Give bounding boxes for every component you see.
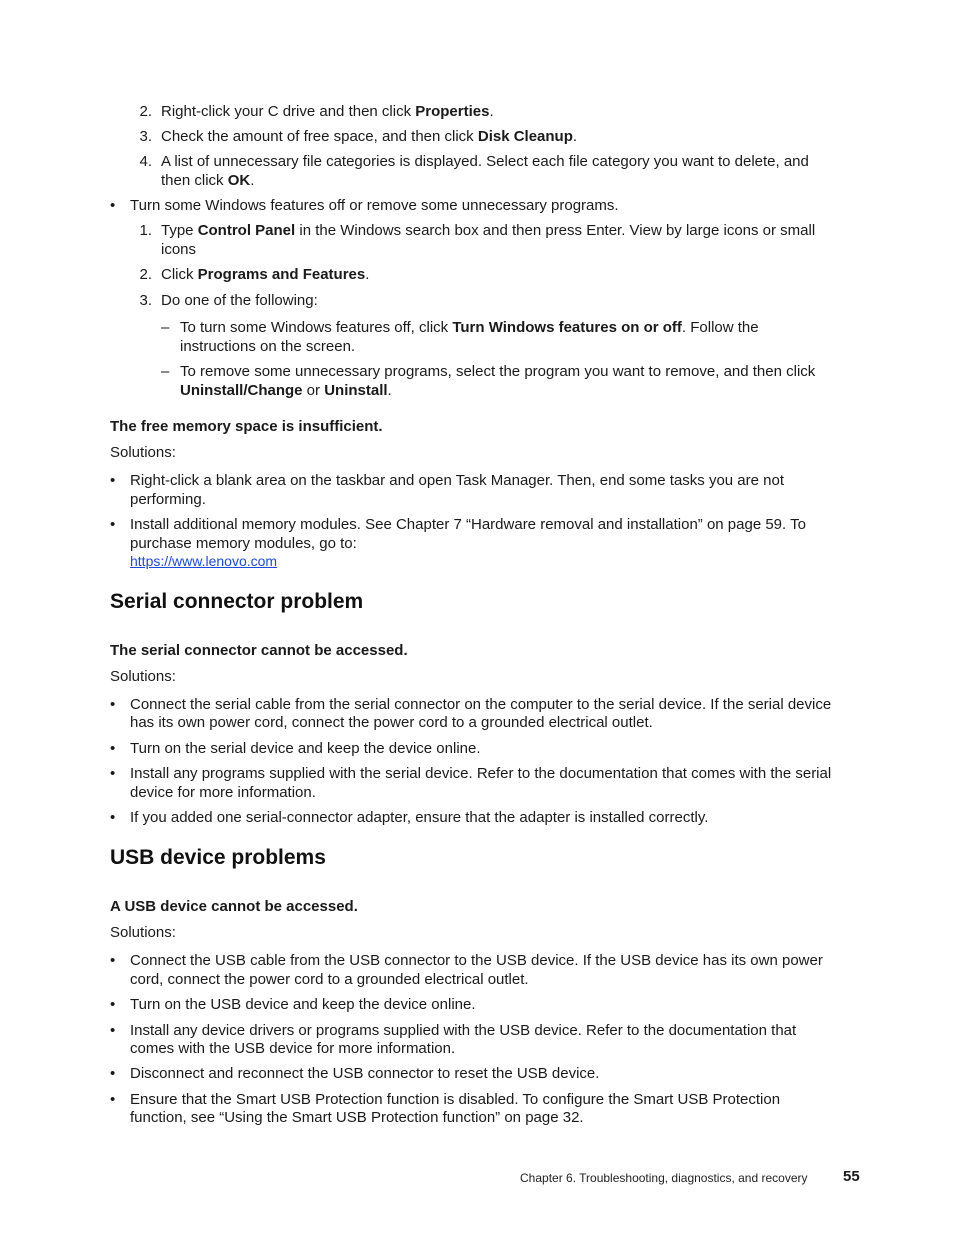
bullet-text: Turn on the serial device and keep the device online.	[130, 740, 481, 757]
step-number: 2.	[139, 103, 152, 120]
bullet-icon: •	[110, 740, 116, 757]
step-number: 4.	[139, 153, 152, 170]
step-text-cont: icons	[161, 241, 197, 258]
solutions-label: Solutions:	[110, 924, 176, 941]
bullet-text-cont: purchase memory modules, go to:	[130, 535, 357, 552]
bullet-icon: •	[110, 197, 116, 214]
bullet-text: Install additional memory modules. See Chapter 7 “Hardware removal and installation” on page 59. To	[130, 516, 806, 533]
step-number: 1.	[139, 222, 152, 239]
step-number: 2.	[139, 266, 152, 283]
bullet-icon: •	[110, 1091, 116, 1108]
bullet-text-cont: comes with the USB device for more information.	[130, 1040, 456, 1057]
bullet-icon: •	[110, 472, 116, 489]
bullet-text: Turn on the USB device and keep the device online.	[130, 996, 476, 1013]
section-title-serial: Serial connector problem	[110, 590, 364, 613]
bullet-icon: •	[110, 765, 116, 782]
bullet-icon: •	[110, 516, 116, 533]
dash-icon: –	[161, 363, 170, 380]
bullet-text-cont: cord, connect the power cord to a grounded electrical outlet.	[130, 971, 529, 988]
bullet-text-cont: has its own power cord, connect the power cord to a grounded electrical outlet.	[130, 714, 653, 731]
page-number: 55	[843, 1168, 860, 1185]
bullet-text: Install any device drivers or programs supplied with the USB device. Refer to the documentation that	[130, 1022, 797, 1039]
solutions-label: Solutions:	[110, 444, 176, 461]
bullet-icon: •	[110, 1022, 116, 1039]
problem-heading: The serial connector cannot be accessed.	[110, 642, 408, 659]
footer-chapter: Chapter 6. Troubleshooting, diagnostics, and recovery	[520, 1171, 808, 1185]
step-text: Right-click your C drive and then click Properties.	[161, 103, 494, 120]
solutions-label: Solutions:	[110, 668, 176, 685]
step-number: 3.	[139, 292, 152, 309]
bullet-text-cont: device for more information.	[130, 784, 316, 801]
step-text: Check the amount of free space, and then click Disk Cleanup.	[161, 128, 578, 145]
bullet-text: Connect the serial cable from the serial connector on the computer to the serial device. If the serial device	[130, 696, 832, 713]
step-text-cont: then click OK.	[161, 172, 255, 189]
dash-text-cont: instructions on the screen.	[180, 338, 356, 355]
problem-heading: A USB device cannot be accessed.	[110, 898, 358, 915]
bullet-text-cont: performing.	[130, 491, 206, 508]
dash-text: To turn some Windows features off, click Turn Windows features on or off. Follow the	[180, 319, 759, 336]
bullet-text: Connect the USB cable from the USB connector to the USB device. If the USB device has its own power	[130, 952, 823, 969]
bullet-icon: •	[110, 996, 116, 1013]
bullet-text: Disconnect and reconnect the USB connector to reset the USB device.	[130, 1065, 600, 1082]
lenovo-link[interactable]: https://www.lenovo.com	[130, 553, 278, 569]
bullet-text: Ensure that the Smart USB Protection function is disabled. To configure the Smart USB Protection	[130, 1091, 781, 1108]
dash-icon: –	[161, 319, 170, 336]
problem-heading: The free memory space is insufficient.	[110, 418, 383, 435]
dash-text-cont: Uninstall/Change or Uninstall.	[180, 382, 392, 399]
step-text: Type Control Panel in the Windows search box and then press Enter. View by large icons or small	[161, 222, 816, 239]
step-text: A list of unnecessary file categories is displayed. Select each file category you want to delete, and	[161, 153, 809, 170]
step-text: Do one of the following:	[161, 292, 318, 309]
bullet-icon: •	[110, 1065, 116, 1082]
bullet-text: Right-click a blank area on the taskbar and open Task Manager. Then, end some tasks you are not	[130, 472, 785, 489]
bullet-text-cont: function, see “Using the Smart USB Protection function” on page 32.	[130, 1109, 584, 1126]
section-title-usb: USB device problems	[110, 846, 326, 869]
bullet-icon: •	[110, 809, 116, 826]
bullet-text: Turn some Windows features off or remove some unnecessary programs.	[130, 197, 619, 214]
bullet-icon: •	[110, 952, 116, 969]
bullet-icon: •	[110, 696, 116, 713]
bullet-text: Install any programs supplied with the serial device. Refer to the documentation that comes with the serial	[130, 765, 832, 782]
bullet-text: If you added one serial-connector adapter, ensure that the adapter is installed correctly.	[130, 809, 709, 826]
dash-text: To remove some unnecessary programs, select the program you want to remove, and then click	[180, 363, 816, 380]
step-text: Click Programs and Features.	[161, 266, 370, 283]
step-number: 3.	[139, 128, 152, 145]
